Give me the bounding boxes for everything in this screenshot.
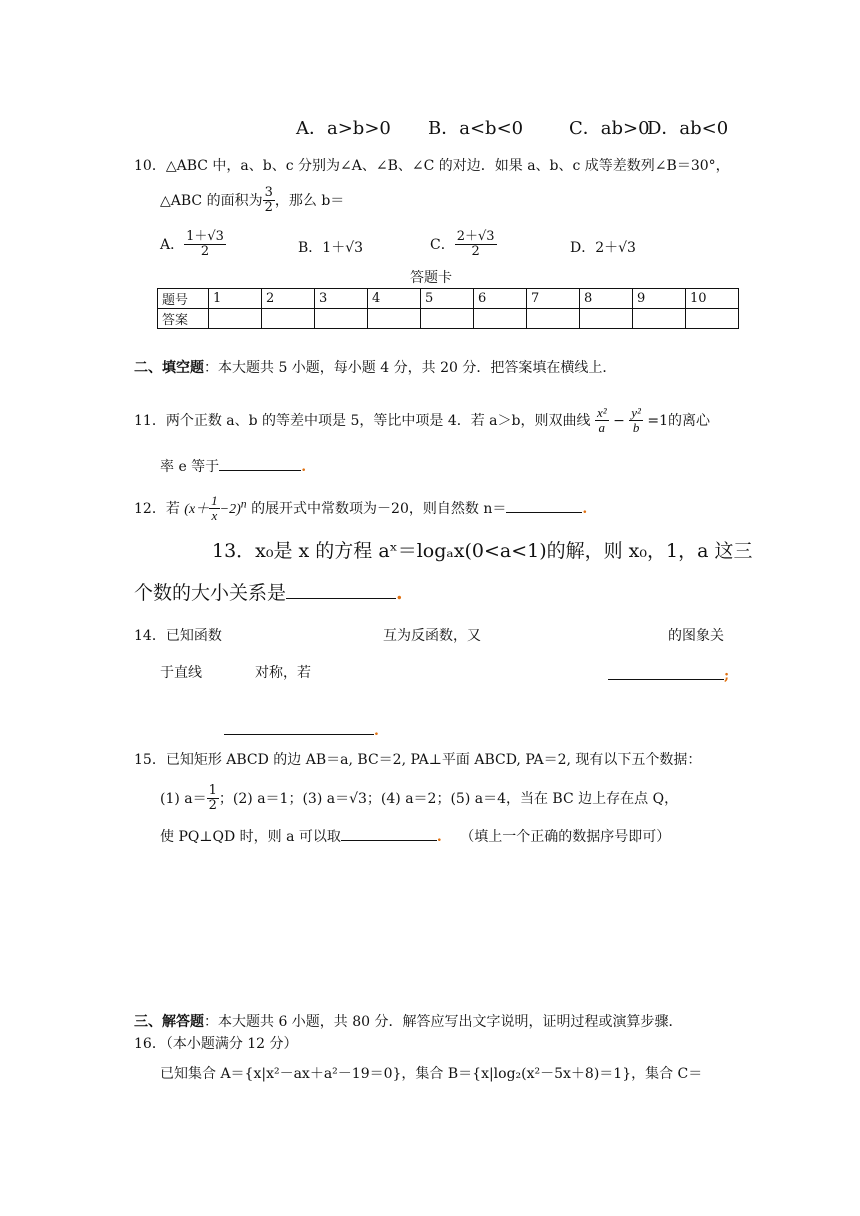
answer-card-cell: 题号 [158, 289, 209, 309]
q11-answer-blank[interactable] [219, 456, 301, 471]
q10-line2: △ABC 的面积为 $\frac{3}{2}$ ，那么 b＝ [160, 185, 345, 216]
q13-answer-blank[interactable] [286, 580, 396, 599]
answer-card-title: 答题卡 [410, 270, 452, 286]
answer-card-cell: 6 [474, 289, 527, 309]
q14-answer-blank-1[interactable] [608, 665, 724, 680]
q11-line2: 率 e 等于 . [160, 456, 306, 476]
q9-option-d: D．ab<0 [647, 118, 729, 139]
answer-field[interactable] [368, 309, 421, 329]
q11-line1: 11．两个正数 a、b 的等差中项是 5，等比中项是 4．若 a＞b，则双曲线 $\frac{\text{x²}}{a}$ − $\frac{\text{y²}}{b}$ =1的离心 [134, 405, 711, 436]
q13-line2: 个数的大小关系是 . [134, 582, 403, 604]
answer-card-table [157, 288, 739, 329]
answer-field[interactable] [686, 309, 739, 329]
q14-blank-2: . [224, 720, 379, 740]
section2-heading: 二、填空题：本大题共 5 小题，每小题 4 分，共 20 分．把答案填在横线上． [134, 360, 617, 376]
q14-text-d: 于直线 [160, 665, 202, 681]
answer-card-header-row [158, 289, 739, 309]
q15-line1: 15．已知矩形 ABCD 的边 AB＝a, BC＝2, PA⊥平面 ABCD, PA＝2, 现有以下五个数据： [134, 752, 702, 768]
q10-option-c: C． $\frac{2+√3}{2}$ [430, 229, 495, 260]
q16-heading: 16．（本小题满分 12 分） [134, 1036, 298, 1052]
answer-card-cell: 7 [527, 289, 580, 309]
answer-card-answer-row [158, 309, 739, 329]
q14-blank-1: ; [608, 665, 729, 685]
answer-card-cell: 10 [686, 289, 739, 309]
q14-text-b: 互为反函数，又 [383, 628, 481, 644]
answer-field[interactable] [474, 309, 527, 329]
answer-field[interactable] [527, 309, 580, 329]
answer-field[interactable] [209, 309, 262, 329]
q14-text-a: 14．已知函数 [134, 628, 222, 644]
answer-card-cell: 8 [580, 289, 633, 309]
answer-card-cell: 5 [421, 289, 474, 309]
answer-field[interactable] [262, 309, 315, 329]
q9-option-a: A．a>b>0 [296, 118, 391, 139]
q15-line3: 使 PQ⊥QD 时，则 a 可以取 . （填上一个正确的数据序号即可） [160, 826, 670, 846]
q16-body: 已知集合 A＝{x|x²－ax＋a²－19＝0}，集合 B＝{x|log₂(x²－5x＋8)＝1}，集合 C＝ [160, 1066, 703, 1082]
answer-field[interactable] [315, 309, 368, 329]
answer-card-cell: 答案 [158, 309, 209, 329]
q10-option-d: D．2＋√3 [570, 240, 636, 256]
q14-text-c: 的图象关 [668, 628, 724, 644]
q15-line2: (1) a＝ $\frac{1}{2}$ ；(2) a＝1；(3) a＝√3；(4) a＝2；(5) a＝4，当在 BC 边上存在点 Q， [160, 783, 679, 814]
answer-field[interactable] [633, 309, 686, 329]
answer-card-cell: 4 [368, 289, 421, 309]
q14-text-e: 对称，若 [255, 665, 311, 681]
answer-field[interactable] [580, 309, 633, 329]
answer-card-cell: 2 [262, 289, 315, 309]
q13-line1: 13．x₀是 x 的方程 aˣ＝logₐx(0<a<1)的解，则 x₀，1，a 这三 [212, 540, 753, 562]
answer-card-cell: 3 [315, 289, 368, 309]
q12-line: 12．若 (x＋ $\frac{1}{x}$ −2)$^n$ 的展开式中常数项为－20，则自然数 n＝ . [134, 493, 588, 524]
answer-card-cell: 9 [633, 289, 686, 309]
q10-line1: 10．△ABC 中，a、b、c 分别为∠A、∠B、∠C 的对边．如果 a、b、c 成等差数列∠B＝30°， [134, 158, 730, 174]
answer-card-cell: 1 [209, 289, 262, 309]
answer-field[interactable] [421, 309, 474, 329]
q9-option-c: C．ab>0 [569, 118, 650, 139]
q14-answer-blank-2[interactable] [224, 720, 374, 735]
q9-option-b: B．a<b<0 [428, 118, 524, 139]
section3-heading: 三、解答题：本大题共 6 小题，共 80 分．解答应写出文字说明，证明过程或演算步骤． [134, 1014, 683, 1030]
q12-answer-blank[interactable] [506, 498, 582, 513]
q15-answer-blank[interactable] [341, 826, 437, 841]
q10-option-b: B．1＋√3 [298, 240, 364, 256]
q10-option-a: A． $\frac{1+√3}{2}$ [160, 229, 224, 260]
